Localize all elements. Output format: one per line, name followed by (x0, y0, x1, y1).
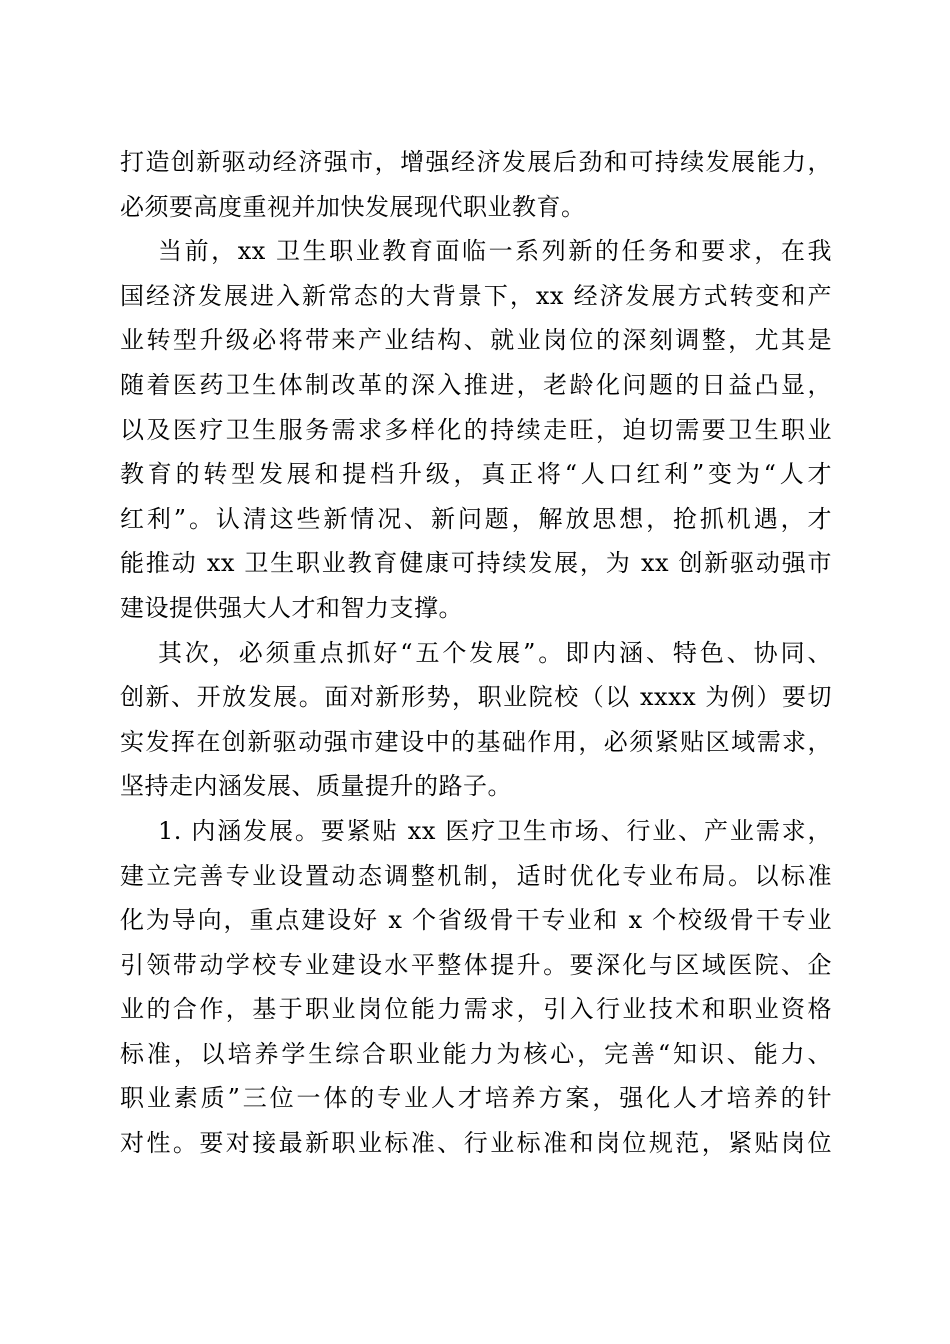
text-line: 教育的转型发展和提档升级，真正将“人口红利”变为“人才 (120, 460, 832, 489)
text-line: 创新、开放发展。面对新形势，职业院校（以 xxxx 为例）要切 (120, 683, 832, 712)
text-line: 建立完善专业设置动态调整机制，适时优化专业布局。以标准 (120, 861, 832, 890)
document-body (120, 140, 832, 1166)
paragraph-3 (120, 631, 832, 809)
text-line: 以及医疗卫生服务需求多样化的持续走旺，迫切需要卫生职业 (120, 415, 832, 444)
text-line: 能推动 xx 卫生职业教育健康可持续发展，为 xx 创新驱动强市 (120, 549, 832, 578)
text-line: 打造创新驱动经济强市，增强经济发展后劲和可持续发展能力， (120, 148, 832, 176)
paragraph-1 (120, 140, 832, 229)
text-line: 化为导向，重点建设好 x 个省级骨干专业和 x 个校级骨干专业 (120, 906, 832, 935)
paragraph-4 (120, 809, 832, 1166)
text-line: 标准，以培养学生综合职业能力为核心，完善“知识、能力、 (120, 1039, 832, 1068)
text-line: 随着医药卫生体制改革的深入推进，老龄化问题的日益凸显， (120, 370, 832, 399)
text-line: 红利”。认清这些新情况、新问题，解放思想，抢抓机遇，才 (120, 504, 832, 533)
text-line: 业转型升级必将带来产业结构、就业岗位的深刻调整，尤其是 (120, 326, 832, 355)
text-line: 实发挥在创新驱动强市建设中的基础作用，必须紧贴区域需求， (120, 727, 832, 756)
text-line: 引领带动学校专业建设水平整体提升。要深化与区域医院、企 (120, 950, 832, 979)
text-line: 对性。要对接最新职业标准、行业标准和岗位规范，紧贴岗位 (120, 1129, 832, 1158)
text-line: 当前，xx 卫生职业教育面临一系列新的任务和要求，在我 (158, 237, 832, 266)
text-line: 职业素质”三位一体的专业人才培养方案，强化人才培养的针 (120, 1084, 832, 1113)
text-line: 国经济发展进入新常态的大背景下，xx 经济发展方式转变和产 (120, 281, 832, 310)
text-line: 其次，必须重点抓好“五个发展”。即内涵、特色、协同、 (158, 638, 832, 667)
text-line: 坚持走内涵发展、质量提升的路子。 (120, 772, 512, 801)
paragraph-2 (120, 229, 832, 630)
text-line: 业的合作，基于职业岗位能力需求，引入行业技术和职业资格 (120, 995, 832, 1024)
text-line: 必须要高度重视并加快发展现代职业教育。 (120, 192, 586, 221)
text-line: 1. 内涵发展。要紧贴 xx 医疗卫生市场、行业、产业需求， (158, 816, 832, 845)
text-line: 建设提供强大人才和智力支撑。 (120, 593, 463, 622)
